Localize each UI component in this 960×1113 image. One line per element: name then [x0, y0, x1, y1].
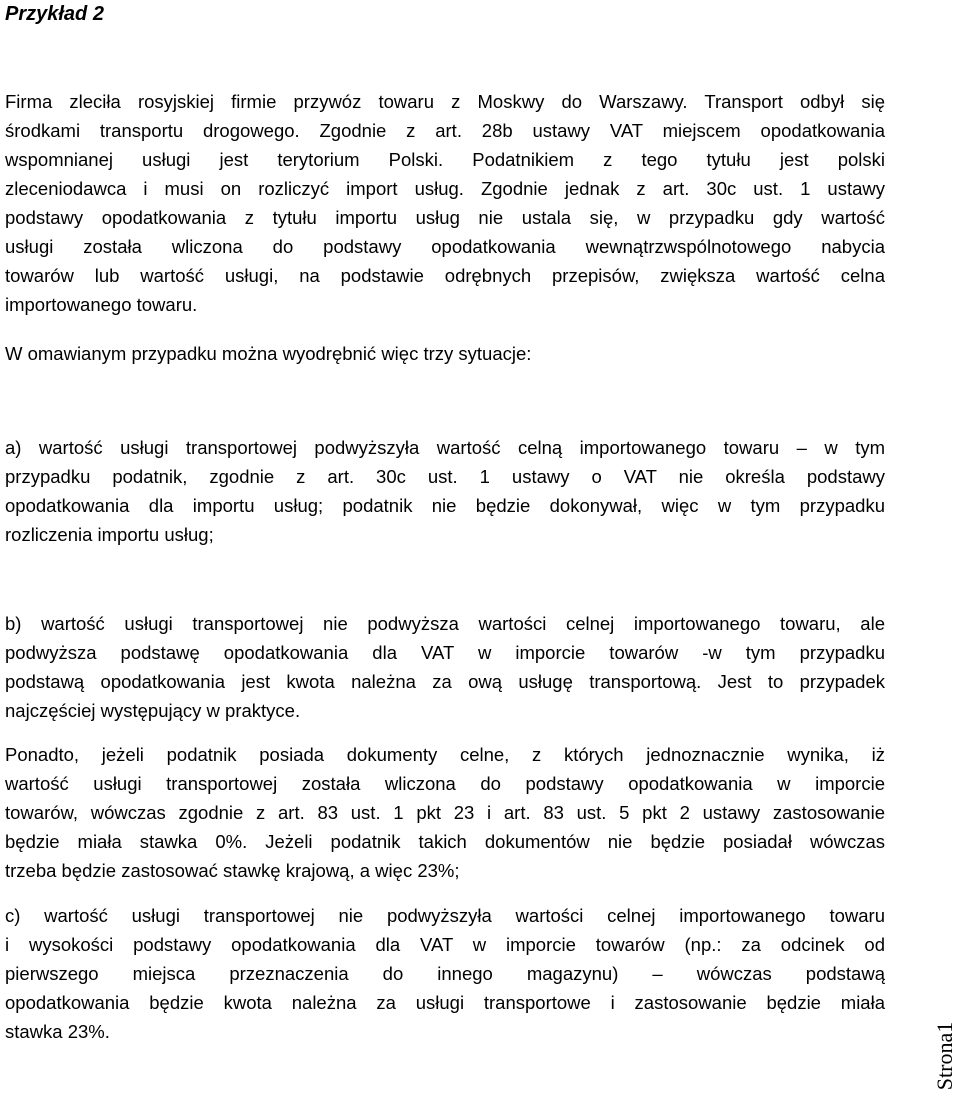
paragraph-situation-b	[5, 609, 885, 725]
text-line: podstawy opodatkowania z tytułu importu usług nie ustala się, w przypadku gdy wartość	[5, 207, 885, 228]
text-line: W omawianym przypadku można wyodrębnić więc trzy sytuacje:	[5, 343, 532, 364]
text-line: importowanego towaru.	[5, 294, 198, 315]
text-line: stawka 23%.	[5, 1021, 110, 1042]
text-line: pierwszego miejsca przeznaczenia do innego magazynu) – wówczas podstawą	[5, 963, 885, 984]
text-line: towarów, wówczas zgodnie z art. 83 ust. 1 pkt 23 i art. 83 ust. 5 pkt 2 ustawy zastosowanie	[5, 802, 885, 823]
text-line: rozliczenia importu usług;	[5, 524, 214, 545]
paragraph-additionally	[5, 740, 885, 885]
text-line: opodatkowania będzie kwota należna za usługi transportowe i zastosowanie będzie miała	[5, 992, 885, 1013]
text-line: b) wartość usługi transportowej nie podwyższa wartości celnej importowanego towaru, ale	[5, 613, 885, 634]
text-line: środkami transportu drogowego. Zgodnie z art. 28b ustawy VAT miejscem opodatkowania	[5, 120, 885, 141]
paragraph-intro	[5, 87, 885, 319]
text-line: i wysokości podstawy opodatkowania dla VAT w imporcie towarów (np.: za odcinek od	[5, 934, 885, 955]
text-line: usługi została wliczona do podstawy opodatkowania wewnątrzwspólnotowego nabycia	[5, 236, 885, 257]
text-line: wartość usługi transportowej została wliczona do podstawy opodatkowania w imporcie	[5, 773, 885, 794]
paragraph-situation-a	[5, 433, 885, 549]
text-line: będzie miała stawka 0%. Jeżeli podatnik takich dokumentów nie będzie posiadał wówczas	[5, 831, 885, 852]
text-line: Ponadto, jeżeli podatnik posiada dokumenty celne, z których jednoznacznie wynika, iż	[5, 744, 885, 765]
text-line: c) wartość usługi transportowej nie podwyższyła wartości celnej importowanego towaru	[5, 905, 885, 926]
paragraph-situation-c	[5, 901, 885, 1046]
text-line: a) wartość usługi transportowej podwyższyła wartość celną importowanego towaru – w tym	[5, 437, 885, 458]
text-line: przypadku podatnik, zgodnie z art. 30c ust. 1 ustawy o VAT nie określa podstawy	[5, 466, 885, 487]
text-line: zleceniodawca i musi on rozliczyć import usług. Zgodnie jednak z art. 30c ust. 1 ustawy	[5, 178, 885, 199]
text-line: podwyższa podstawę opodatkowania dla VAT w imporcie towarów -w tym przypadku	[5, 642, 885, 663]
text-line: trzeba będzie zastosować stawkę krajową, a więc 23%;	[5, 860, 460, 881]
text-line: towarów lub wartość usługi, na podstawie odrębnych przepisów, zwiększa wartość celna	[5, 265, 885, 286]
text-line: opodatkowania dla importu usług; podatnik nie będzie dokonywał, więc w tym przypadku	[5, 495, 885, 516]
text-line: podstawą opodatkowania jest kwota należna za ową usługę transportową. Jest to przypadek	[5, 671, 885, 692]
section-heading: Przykład 2	[5, 3, 104, 25]
page-number-text: Strona1	[932, 1021, 957, 1091]
paragraph-situations-intro	[5, 339, 885, 368]
text-line: najczęściej występujący w praktyce.	[5, 700, 301, 721]
text-line: wspomnianej usługi jest terytorium Polski. Podatnikiem z tego tytułu jest polski	[5, 149, 885, 170]
text-line: Firma zleciła rosyjskiej firmie przywóz towaru z Moskwy do Warszawy. Transport odbył się	[5, 91, 885, 112]
page-number-label	[932, 1001, 958, 1111]
